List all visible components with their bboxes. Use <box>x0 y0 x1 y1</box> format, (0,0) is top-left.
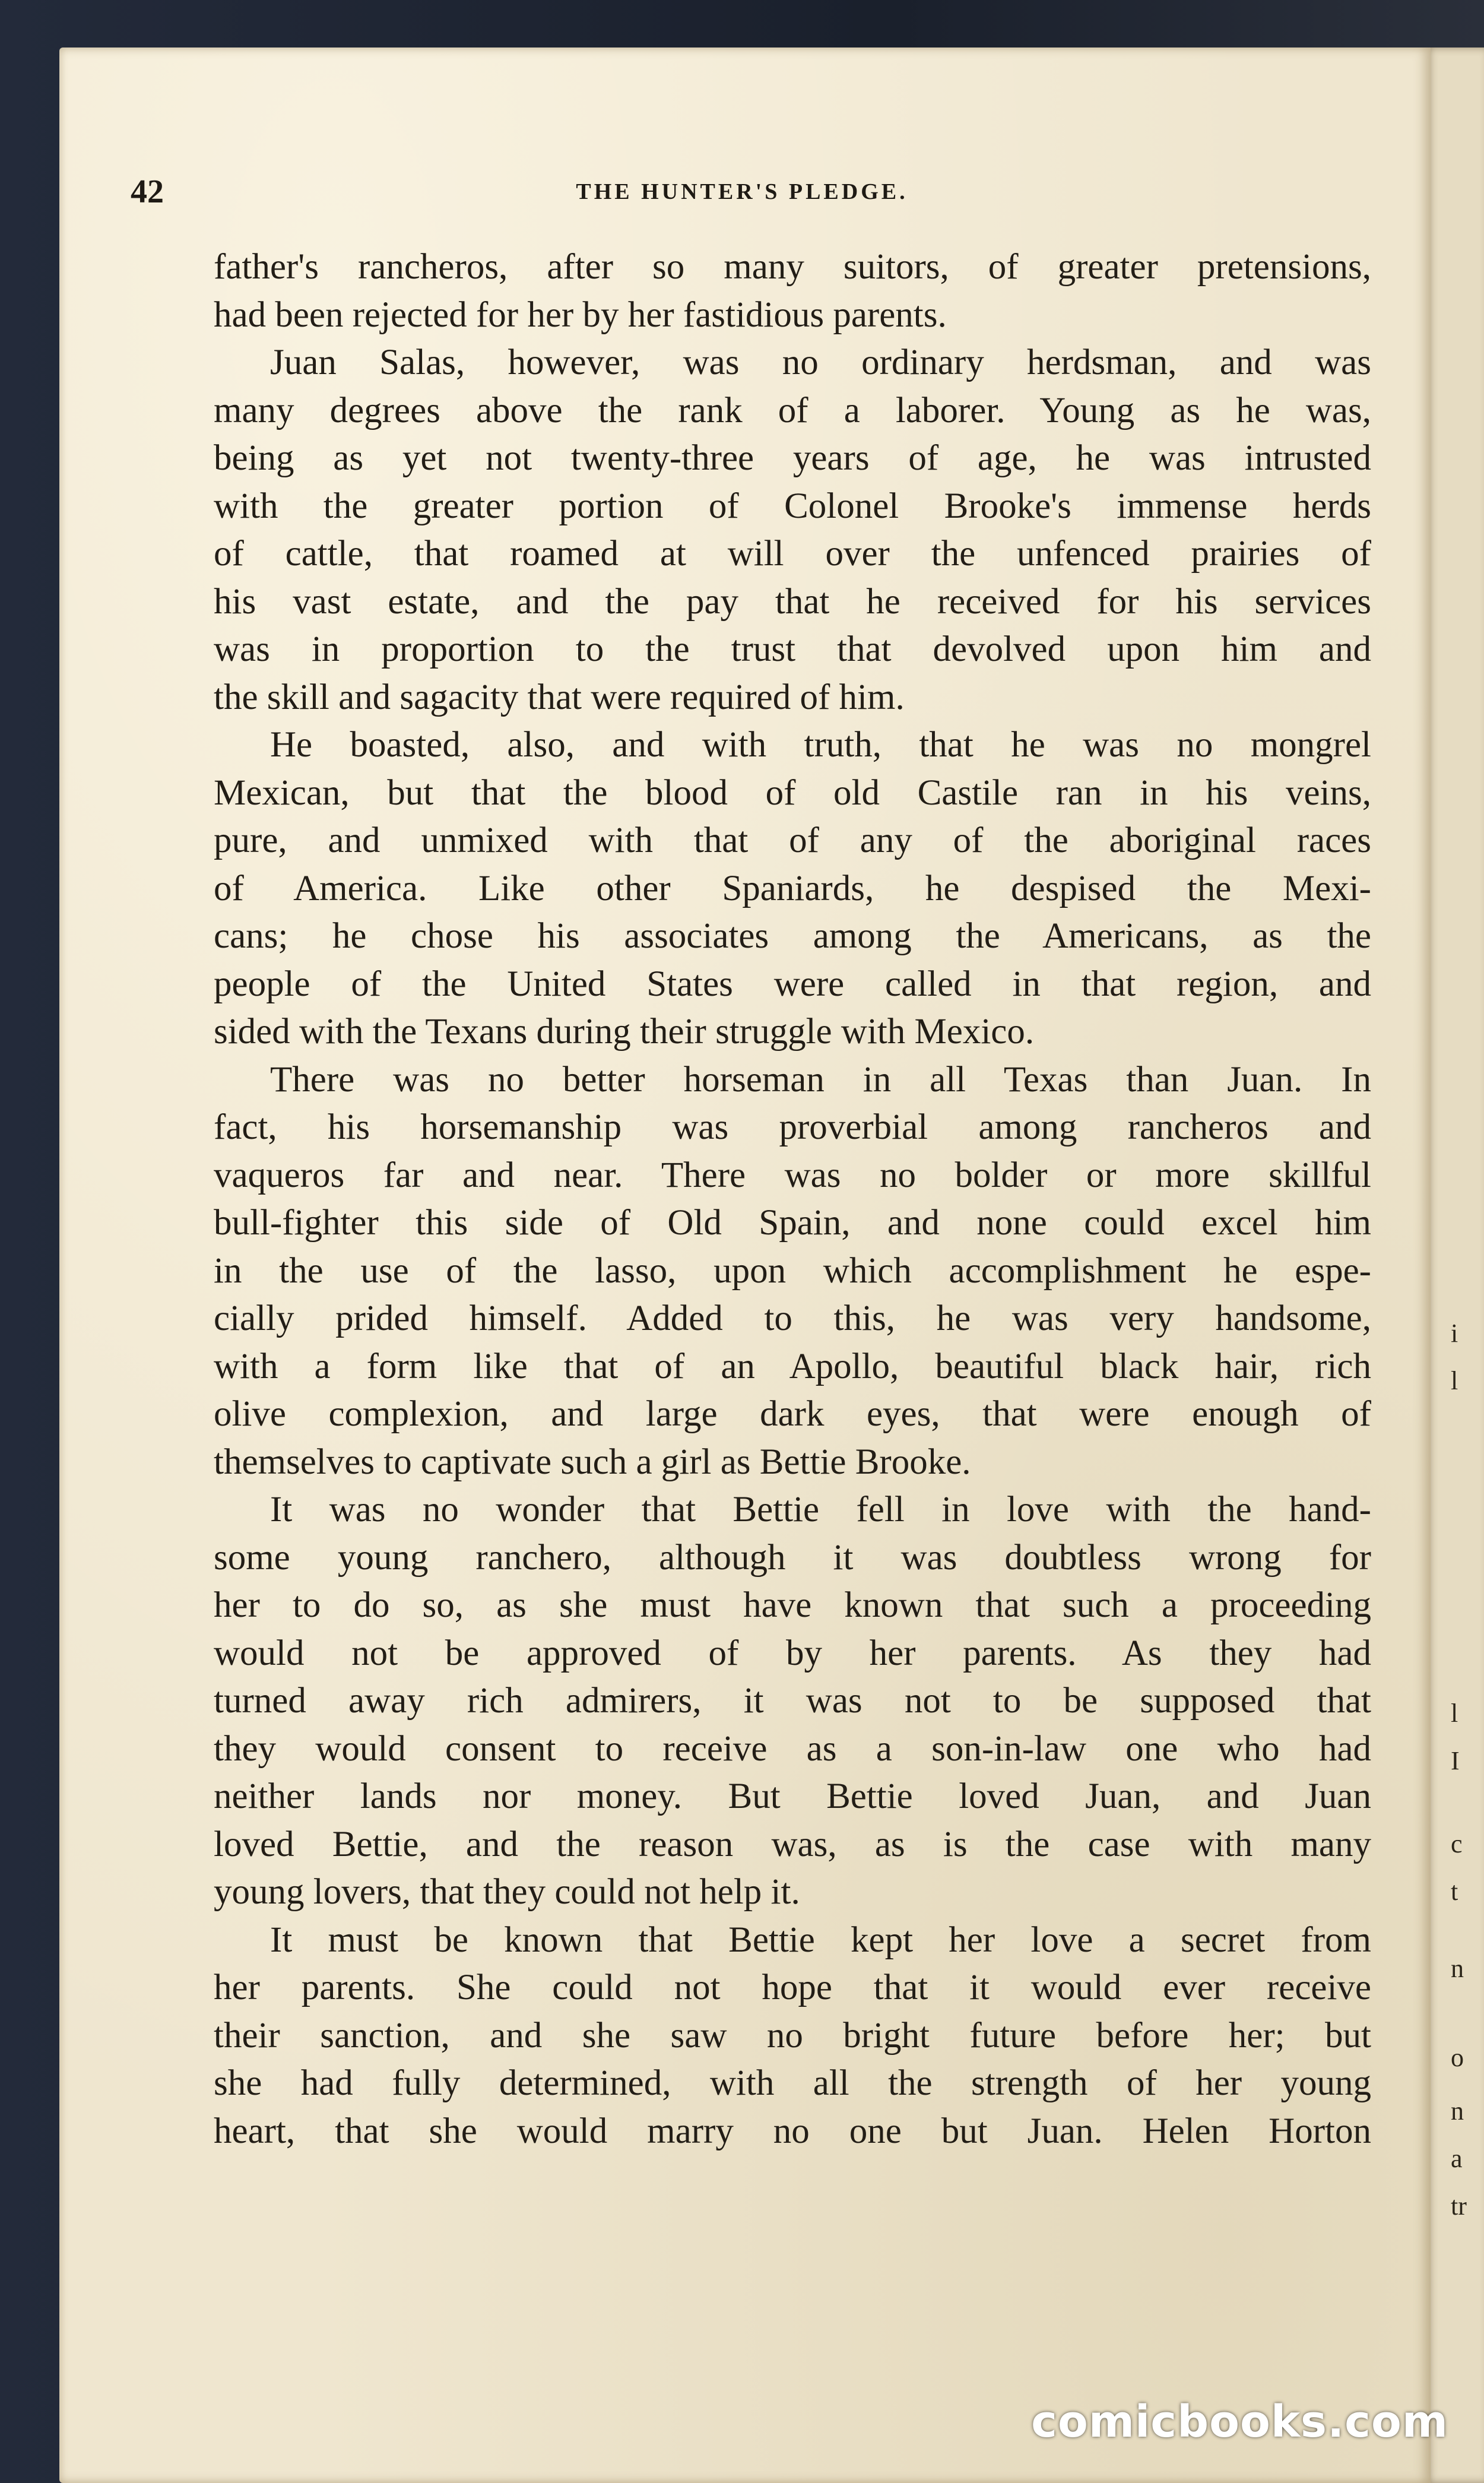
text-line: her parents. She could not hope that it would ever receive <box>214 1968 1371 2007</box>
text-line: pure, and unmixed with that of any of the aboriginal races <box>214 821 1371 860</box>
text-line: the skill and sagacity that were required of him. <box>214 677 905 717</box>
text-line: turned away rich admirers, it was not to be supposed that <box>214 1681 1371 1721</box>
text-line: their sanction, and she saw no bright future before her; but <box>214 2015 1371 2056</box>
running-head: THE HUNTER'S PLEDGE. <box>576 179 908 204</box>
adjacent-page-fragment: tr <box>1451 2191 1467 2221</box>
text-line: had been rejected for her by her fastidious parents. <box>214 294 947 335</box>
text-line: his vast estate, and the pay that he received for his services <box>214 581 1371 622</box>
adjacent-page-fragment: a <box>1451 2144 1463 2173</box>
text-line: father's rancheros, after so many suitors, of greater pretensions, <box>214 247 1371 287</box>
adjacent-page-fragment: l <box>1451 1699 1458 1728</box>
adjacent-page-fragment: t <box>1451 1877 1458 1906</box>
text-line: Mexican, but that the blood of old Castile ran in his veins, <box>214 772 1371 813</box>
text-line: There was no better horseman in all Texas than Juan. In <box>270 1059 1371 1100</box>
site-watermark: comicbooks.com <box>1031 2396 1448 2447</box>
adjacent-page-fragment: l <box>1451 1366 1458 1395</box>
text-line: being as yet not twenty-three years of age, he was intrusted <box>214 438 1371 478</box>
adjacent-page-fragment: c <box>1451 1829 1463 1858</box>
text-line: many degrees above the rank of a laborer. Young as he was, <box>214 390 1371 430</box>
text-line: Juan Salas, however, was no ordinary herdsman, and was <box>270 343 1371 382</box>
adjacent-page-fragment: i <box>1451 1319 1458 1348</box>
text-line: bull-fighter this side of Old Spain, and none could excel him <box>214 1203 1371 1243</box>
adjacent-page-fragment: I <box>1451 1746 1460 1775</box>
adjacent-page-fragment: n <box>1451 1954 1464 1983</box>
adjacent-page-fragment: o <box>1451 2043 1464 2072</box>
text-line: cans; he chose his associates among the Americans, as the <box>214 916 1371 956</box>
text-line: neither lands nor money. But Bettie loved Juan, and Juan <box>214 1776 1371 1816</box>
text-line: with a form like that of an Apollo, beautiful black hair, rich <box>214 1346 1371 1386</box>
text-line: It must be known that Bettie kept her love a secret from <box>270 1920 1371 1960</box>
adjacent-page-fragment: n <box>1451 2096 1464 2126</box>
text-line: heart, that she would marry no one but Juan. Helen Horton <box>214 2111 1371 2151</box>
text-line: It was no wonder that Bettie fell in love with the hand- <box>270 1490 1371 1529</box>
text-line: of America. Like other Spaniards, he despised the Mexi- <box>214 868 1371 908</box>
text-line: some young ranchero, although it was doubtless wrong for <box>214 1537 1371 1578</box>
text-line: would not be approved of by her parents. As they had <box>214 1633 1371 1673</box>
text-line: they would consent to receive as a son-in-law one who had <box>214 1728 1371 1769</box>
text-line: sided with the Texans during their struggle with Mexico. <box>214 1012 1035 1052</box>
text-line: she had fully determined, with all the strength of her young <box>214 2063 1371 2103</box>
text-line: loved Bettie, and the reason was, as is the case with many <box>214 1824 1371 1864</box>
text-line: with the greater portion of Colonel Brooke's immense herds <box>214 486 1371 526</box>
text-line: her to do so, as she must have known that such a proceeding <box>214 1585 1371 1625</box>
text-line: olive complexion, and large dark eyes, that were enough of <box>214 1394 1371 1434</box>
text-line: cially prided himself. Added to this, he was very handsome, <box>214 1298 1371 1338</box>
text-line: people of the United States were called in that region, and <box>214 964 1371 1004</box>
text-line: fact, his horsemanship was proverbial among rancheros and <box>214 1107 1371 1147</box>
adjacent-page-edge <box>1425 47 1484 2483</box>
text-line: was in proportion to the trust that devolved upon him and <box>214 629 1371 669</box>
page-number: 42 <box>131 173 164 210</box>
text-line: of cattle, that roamed at will over the unfenced prairies of <box>214 534 1371 574</box>
text-line: vaqueros far and near. There was no bolder or more skillful <box>214 1155 1371 1195</box>
page-header <box>131 171 1353 213</box>
page-body <box>214 243 1371 2155</box>
text-line: themselves to captivate such a girl as Bettie Brooke. <box>214 1442 971 1482</box>
text-line: young lovers, that they could not help it. <box>214 1872 800 1912</box>
text-line: in the use of the lasso, upon which accomplishment he espe- <box>214 1250 1371 1291</box>
text-line: He boasted, also, and with truth, that he was no mongrel <box>270 725 1371 765</box>
